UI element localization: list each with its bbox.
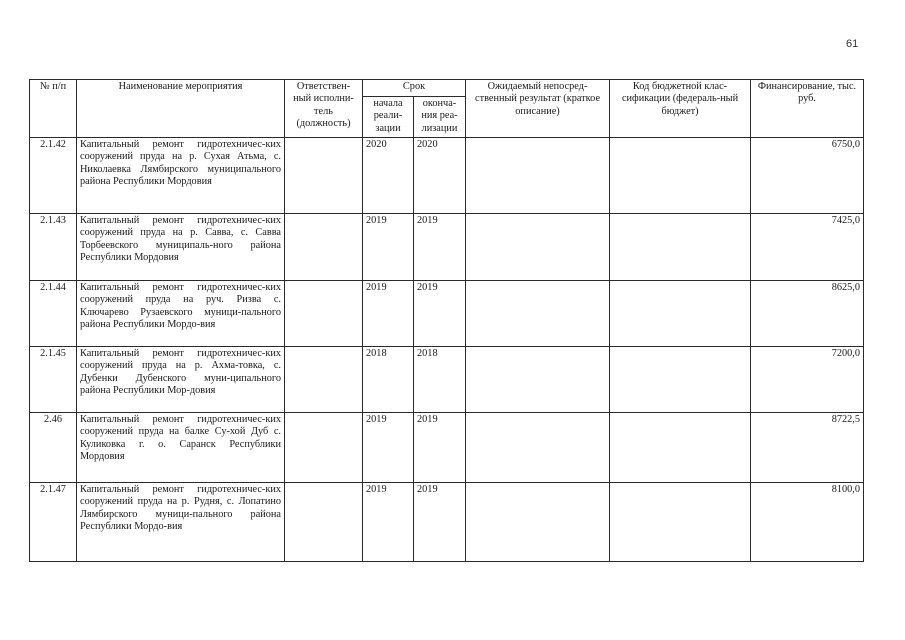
financing-amount: 8100,0	[751, 483, 864, 562]
responsible-cell	[285, 281, 363, 347]
header-term: Срок	[363, 80, 466, 97]
budget-code-cell	[610, 347, 751, 413]
header-term-end: оконча-ния реа-лизации	[414, 97, 466, 138]
activity-name: Капитальный ремонт гидротехничес-ких сооружений пруда на балке Су-хой Дуб с. Куликовка г. о. Саранск Республики Мордовия	[77, 413, 285, 483]
page-number: 61	[846, 38, 859, 50]
activities-table	[29, 79, 864, 562]
result-cell	[466, 214, 610, 281]
start-year: 2019	[363, 281, 414, 347]
budget-code-cell	[610, 483, 751, 562]
header-result: Ожидаемый непосред-ственный результат (краткое описание)	[466, 80, 610, 138]
budget-code-cell	[610, 413, 751, 483]
header-name: Наименование мероприятия	[77, 80, 285, 138]
row-number: 2.1.47	[30, 483, 77, 562]
budget-code-cell	[610, 138, 751, 214]
result-cell	[466, 413, 610, 483]
end-year: 2019	[414, 483, 466, 562]
activity-name: Капитальный ремонт гидротехничес-ких сооружений пруда на р. Сухая Атьма, с. Николаевка Лямбирского муниципального района Республики Мордовия	[77, 138, 285, 214]
activity-name: Капитальный ремонт гидротехничес-ких сооружений пруда на р. Рудня, с. Лопатино Лямбирского муници-пального района Республики Мордо-вия	[77, 483, 285, 562]
table-row	[30, 214, 864, 281]
activity-name: Капитальный ремонт гидротехничес-ких сооружений пруда на р. Савва, с. Савва Торбеевского муниципаль-ного района Республики Мордовия	[77, 214, 285, 281]
start-year: 2019	[363, 214, 414, 281]
budget-code-cell	[610, 281, 751, 347]
result-cell	[466, 281, 610, 347]
header-no: № п/п	[30, 80, 77, 138]
financing-amount: 7425,0	[751, 214, 864, 281]
table-row	[30, 347, 864, 413]
table-body	[30, 138, 864, 562]
table-row	[30, 281, 864, 347]
budget-code-cell	[610, 214, 751, 281]
result-cell	[466, 483, 610, 562]
financing-amount: 7200,0	[751, 347, 864, 413]
header-responsible: Ответствен-ный исполни-тель (должность)	[285, 80, 363, 138]
end-year: 2018	[414, 347, 466, 413]
end-year: 2019	[414, 214, 466, 281]
start-year: 2018	[363, 347, 414, 413]
start-year: 2019	[363, 413, 414, 483]
row-number: 2.46	[30, 413, 77, 483]
end-year: 2019	[414, 413, 466, 483]
financing-amount: 8722,5	[751, 413, 864, 483]
end-year: 2020	[414, 138, 466, 214]
header-financing: Финансирование, тыс. руб.	[751, 80, 864, 138]
row-number: 2.1.44	[30, 281, 77, 347]
table-row	[30, 138, 864, 214]
responsible-cell	[285, 483, 363, 562]
responsible-cell	[285, 413, 363, 483]
row-number: 2.1.42	[30, 138, 77, 214]
end-year: 2019	[414, 281, 466, 347]
header-term-start: начала реали-зации	[363, 97, 414, 138]
result-cell	[466, 138, 610, 214]
responsible-cell	[285, 214, 363, 281]
start-year: 2019	[363, 483, 414, 562]
activity-name: Капитальный ремонт гидротехничес-ких сооружений пруда на руч. Ризва с. Ключарево Рузаевского муници-пального района Республики Мордо-вия	[77, 281, 285, 347]
start-year: 2020	[363, 138, 414, 214]
responsible-cell	[285, 138, 363, 214]
responsible-cell	[285, 347, 363, 413]
row-number: 2.1.45	[30, 347, 77, 413]
activity-name: Капитальный ремонт гидротехничес-ких сооружений пруда на р. Ахма-товка, с. Дубенки Дубенского муни-ципального района Республики Мор-довия	[77, 347, 285, 413]
result-cell	[466, 347, 610, 413]
financing-amount: 6750,0	[751, 138, 864, 214]
financing-amount: 8625,0	[751, 281, 864, 347]
table-row	[30, 483, 864, 562]
table-row	[30, 413, 864, 483]
row-number: 2.1.43	[30, 214, 77, 281]
header-row-top	[30, 80, 864, 97]
header-budget-code: Код бюджетной клас-сификации (федераль-ный бюджет)	[610, 80, 751, 138]
